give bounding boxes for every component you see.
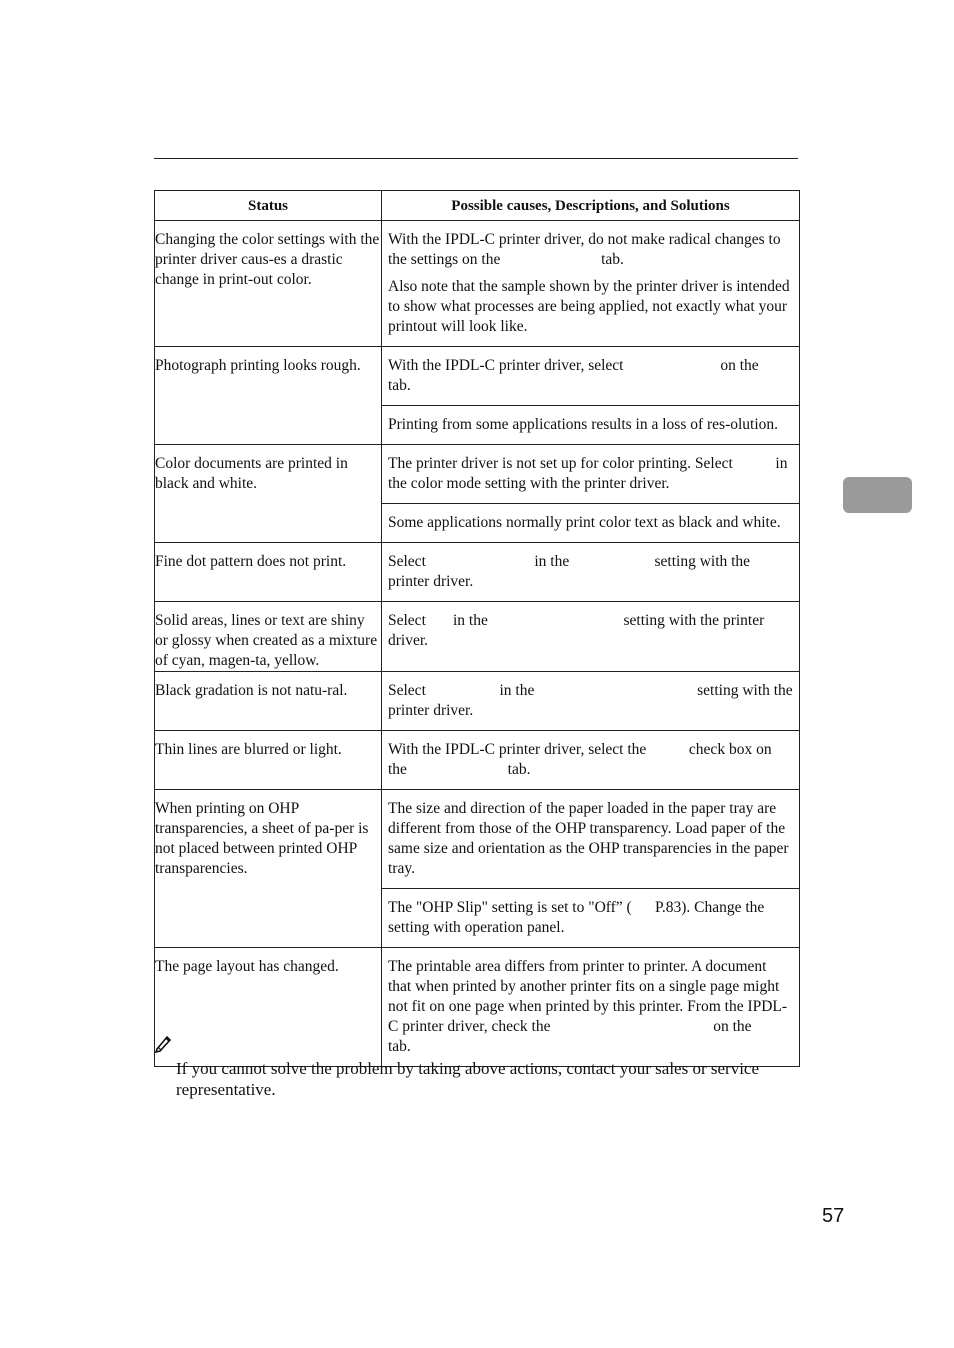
header-rule <box>154 158 798 159</box>
solution-block <box>382 552 799 601</box>
solution-text: Also note that the sample shown by the printer driver is intended to show what processes are being applied, not exactly what your printout will look like. <box>388 278 794 335</box>
solution-cell <box>382 790 800 948</box>
solution-text: The printable area differs from printer to printer. A document that when printed by another printer fits on a single page might not fit on one page when printed by this printer. From the IPDL-C printer driver, check the on the tab. <box>388 958 806 1055</box>
table-row <box>155 948 800 1067</box>
solution-cell <box>382 731 800 790</box>
solution-block <box>382 957 806 1066</box>
solution-block <box>382 889 799 947</box>
status-cell <box>155 672 382 731</box>
status-cell <box>155 948 382 1067</box>
status-cell <box>155 790 382 948</box>
solution-block <box>382 611 799 660</box>
status-text: Fine dot pattern does not print. <box>155 553 347 570</box>
solution-text: With the IPDL-C printer driver, select on the tab. <box>388 357 860 394</box>
table-row <box>155 731 800 790</box>
table-row <box>155 790 800 948</box>
status-text: Changing the color settings with the printer driver caus-es a drastic change in print-out color. <box>155 231 380 288</box>
solution-block <box>382 504 799 542</box>
table-row <box>155 445 800 543</box>
solution-cell <box>382 543 800 602</box>
pencil-note-icon <box>154 1033 174 1053</box>
chapter-tab <box>843 477 912 513</box>
solution-text: With the IPDL-C printer driver, select the check box on the tab. <box>388 741 776 778</box>
status-cell <box>155 543 382 602</box>
status-cell <box>155 731 382 790</box>
solutions-column-header: Possible causes, Descriptions, and Solutions <box>382 191 800 221</box>
table-row <box>155 672 800 731</box>
solution-text: Some applications normally print color text as black and white. <box>388 514 781 531</box>
status-text: When printing on OHP transparencies, a sheet of pa-per is not placed between printed OHP transparencies. <box>155 800 369 877</box>
solution-cell <box>382 602 800 672</box>
solution-block <box>382 681 799 730</box>
status-text: Photograph printing looks rough. <box>155 357 361 374</box>
solution-block <box>382 799 799 888</box>
solution-block <box>382 356 860 405</box>
solution-block <box>382 230 799 346</box>
page-number: 57 <box>822 1205 845 1227</box>
solution-text: Select in the setting with the printer driver. <box>388 612 769 649</box>
solution-text: With the IPDL-C printer driver, do not make radical changes to the settings on the tab. <box>388 231 785 268</box>
solution-block <box>382 454 799 503</box>
table-row <box>155 347 800 445</box>
solution-text: Printing from some applications results in a loss of res-olution. <box>388 416 779 433</box>
status-text: The page layout has changed. <box>155 958 339 975</box>
solution-cell <box>382 347 860 445</box>
solution-cell <box>382 672 800 731</box>
status-text: Solid areas, lines or text are shiny or glossy when created as a mixture of cyan, magen-ta, yellow. <box>155 612 378 669</box>
solution-block <box>382 406 799 444</box>
note-text: If you cannot solve the problem by taking above actions, contact your sales or service representative. <box>176 1059 760 1099</box>
troubleshooting-table <box>154 190 860 1067</box>
solution-text: Select in the setting with the printer driver. <box>388 553 754 590</box>
solution-text: The "OHP Slip" setting is set to "Off” ( P.83). Change the setting with operation panel. <box>388 899 769 936</box>
status-text: Thin lines are blurred or light. <box>155 741 342 758</box>
status-cell <box>155 347 382 445</box>
solution-text: Select in the setting with the printer driver. <box>388 682 797 719</box>
solution-block <box>382 740 799 789</box>
table-row <box>155 602 800 672</box>
status-column-header: Status <box>155 191 382 221</box>
status-cell <box>155 221 382 347</box>
solution-cell <box>382 445 800 543</box>
status-cell <box>155 445 382 543</box>
table-row <box>155 221 800 347</box>
status-text: Black gradation is not natu-ral. <box>155 682 348 699</box>
solution-cell <box>382 948 806 1067</box>
solution-text: The size and direction of the paper loaded in the paper tray are different from those of the OHP transparency. Load paper of the same size and orientation as the OHP transparencies in the paper tray. <box>388 800 793 877</box>
table-row <box>155 543 800 602</box>
status-cell <box>155 602 382 672</box>
table-header-row <box>155 191 800 221</box>
solution-cell <box>382 221 800 347</box>
solution-text: The printer driver is not set up for color printing. Select in the color mode setting with the printer driver. <box>388 455 792 492</box>
status-text: Color documents are printed in black and white. <box>155 455 348 492</box>
